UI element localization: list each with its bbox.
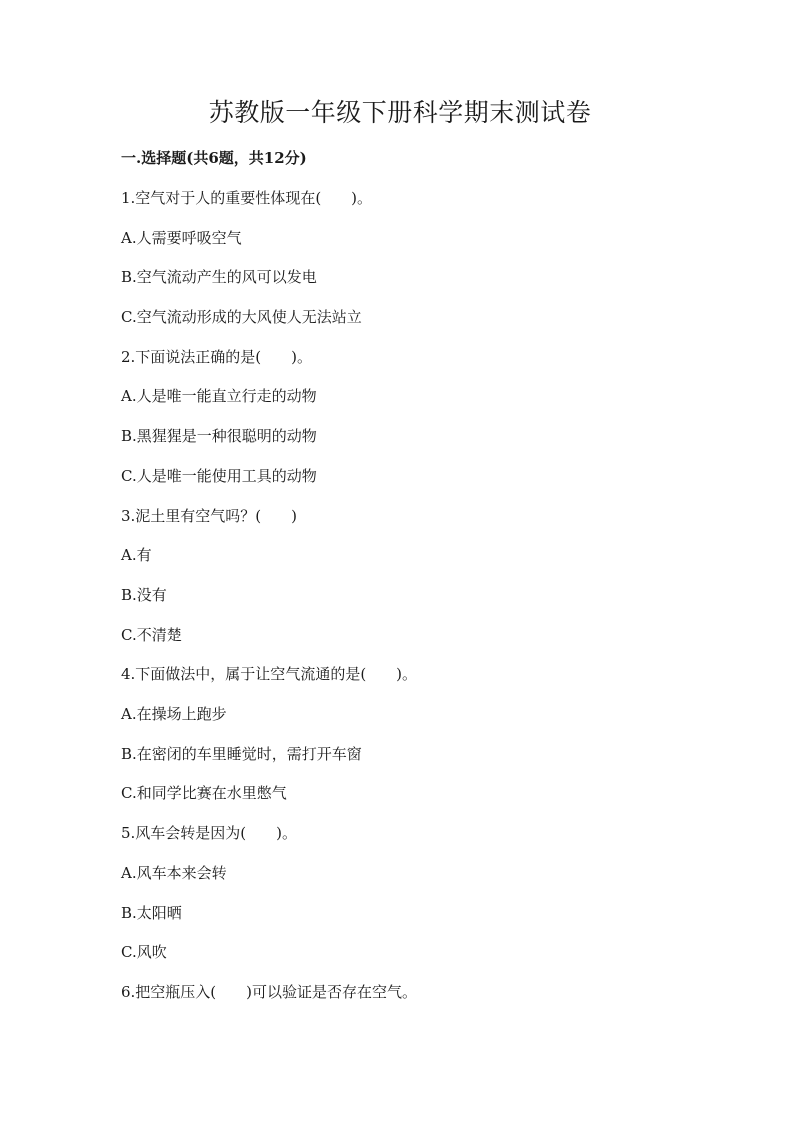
- question-5-option-c: C.风吹: [121, 943, 167, 961]
- question-3-option-c: C.不清楚: [121, 626, 182, 644]
- question-3-option-a: A.有: [121, 546, 152, 564]
- question-2-option-b: B.黑猩猩是一种很聪明的动物: [121, 427, 317, 445]
- question-2-option-c: C.人是唯一能使用工具的动物: [121, 467, 317, 485]
- question-5-option-b: B.太阳晒: [121, 904, 182, 922]
- question-stem-5: 5.风车会转是因为( )。: [121, 824, 298, 842]
- question-4-option-a: A.在操场上跑步: [121, 705, 227, 723]
- question-stem-6: 6.把空瓶压入( )可以验证是否存在空气。: [121, 983, 418, 1001]
- question-2-option-a: A.人是唯一能直立行走的动物: [121, 387, 317, 405]
- question-5-option-a: A.风车本来会转: [121, 864, 227, 882]
- question-stem-3: 3.泥土里有空气吗？( ): [121, 507, 298, 525]
- section-heading: 一.选择题(共6题，共12分): [121, 149, 307, 167]
- question-stem-4: 4.下面做法中，属于让空气流通的是( )。: [121, 665, 418, 683]
- question-stem-1: 1.空气对于人的重要性体现在( )。: [121, 189, 373, 207]
- question-4-option-b: B.在密闭的车里睡觉时，需打开车窗: [121, 745, 362, 763]
- question-stem-2: 2.下面说法正确的是( )。: [121, 348, 313, 366]
- question-1-option-b: B.空气流动产生的风可以发电: [121, 268, 317, 286]
- question-1-option-c: C.空气流动形成的大风使人无法站立: [121, 308, 362, 326]
- question-1-option-a: A.人需要呼吸空气: [121, 229, 242, 247]
- question-3-option-b: B.没有: [121, 586, 167, 604]
- page-title: 苏教版一年级下册科学期末测试卷: [208, 98, 592, 127]
- question-4-option-c: C.和同学比赛在水里憋气: [121, 784, 287, 802]
